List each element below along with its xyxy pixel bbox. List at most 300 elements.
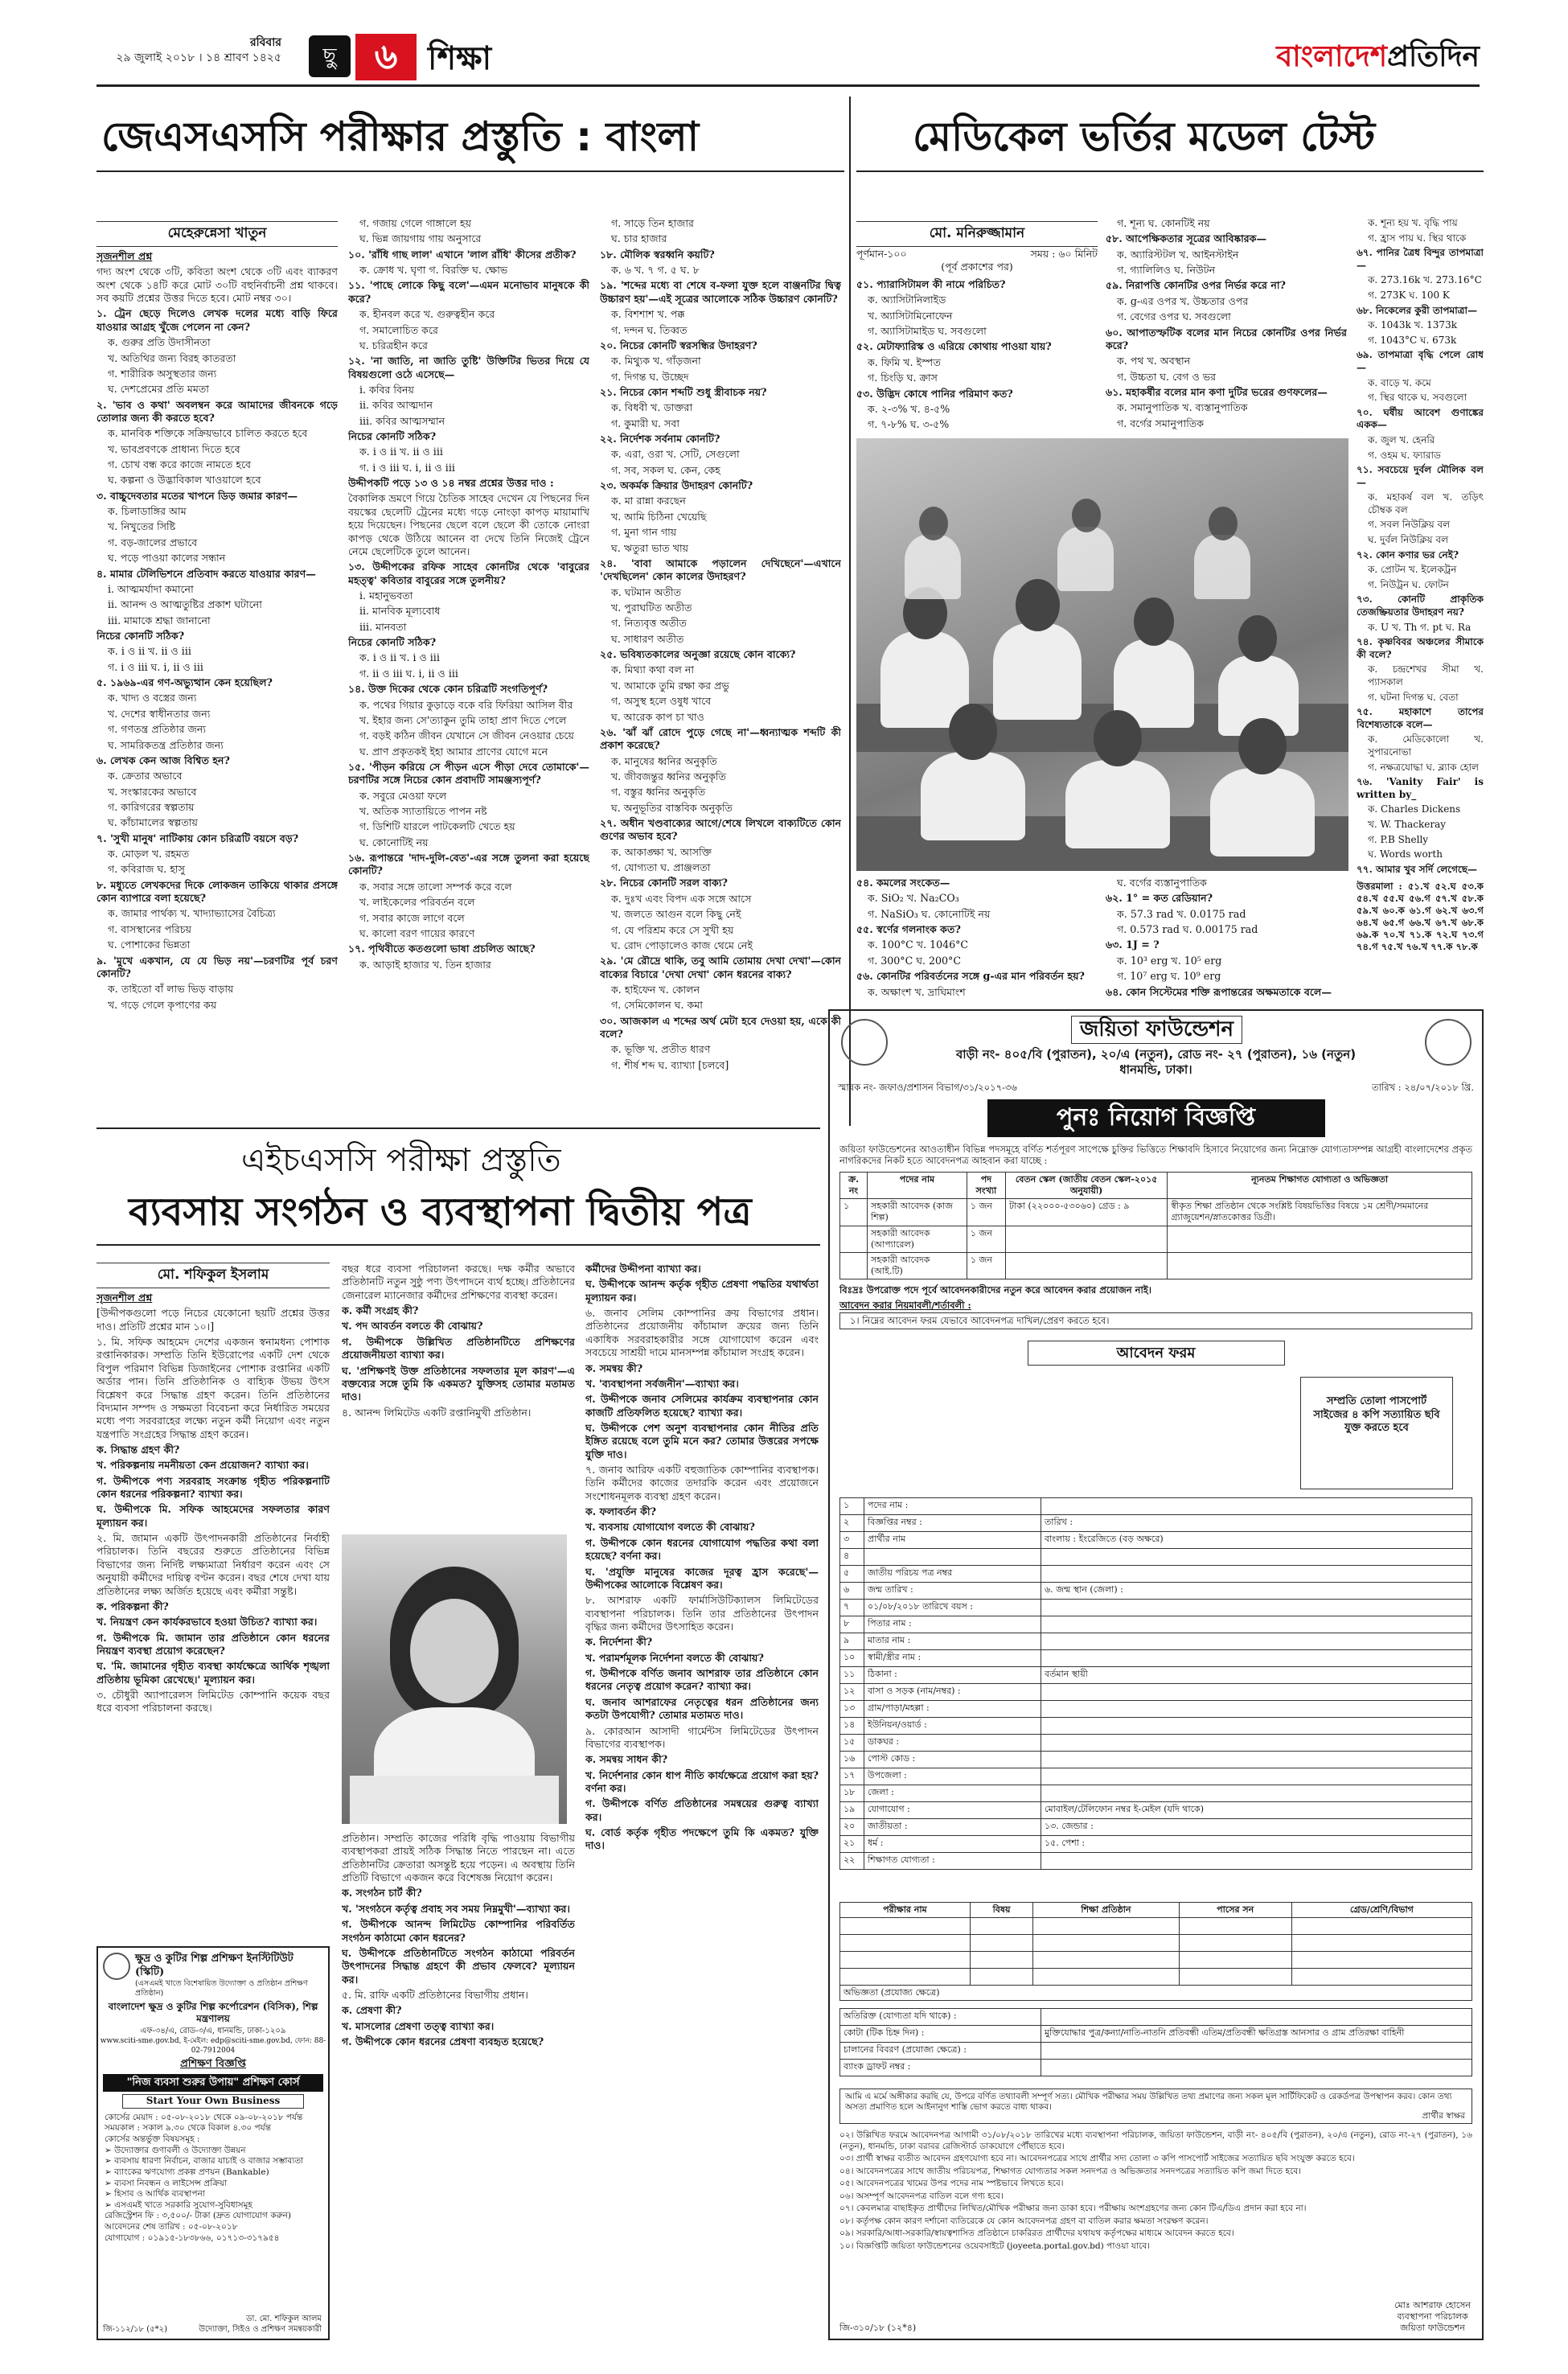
form-row [840, 1600, 1472, 1616]
hsc-top-rule [96, 1127, 820, 1129]
education-header: গ্রেড/শ্রেণি/বিভাগ [1291, 1903, 1472, 1918]
joyeeta-terms-title: আবেদন করার নিয়মাবলী/শর্তাবলী : [839, 1299, 971, 1311]
jsc-option: ক. মানবিক শক্তিকে সক্রিয়ভাবে চালিত করতে হবে [108, 427, 308, 440]
extra-info-table [839, 2008, 1472, 2076]
education-cell[interactable] [1179, 1952, 1291, 1969]
joyeeta-rule: ০২। উল্লিখিত ফরমে আবেদনপত্র আগামী ৩১/০৮/২০১৮ তারিখের মধ্যে ব্যবস্থাপনা পরিচালক, জয়িতা ফাউন্ডেশন, বাড়ী নং- ৪০৫/বি (পুরাতন), ২০/এ (নতুন), রোড নং-২৭ (পুরাতন), ১৬ (নতুন), ধানমন্ডি, ঢাকা বরাবর রেজিস্টার্ড ডাকযোগে পৌঁছাতে হবে। [839, 2130, 1472, 2151]
form-field-value[interactable]: ১৩. জেন্ডার : [1041, 1819, 1472, 1836]
jsc-option: গ. বস্তুর ধ্বনির অনুকৃতি [611, 786, 706, 799]
jsc-option: ঘ. সামরিকতন্ত্র প্রতিষ্ঠার জন্য [108, 738, 224, 751]
jsc-column-2 [348, 217, 589, 1112]
form-row-number: ৪ [840, 1549, 864, 1566]
medical-option: গ. 1043°C ঘ. 673k [1368, 334, 1457, 346]
jsc-question: ৯. 'মুখে একখান, যে যে ভিড় নয়'—চরণটির পূর্ব চরণ কোনটি? [96, 954, 338, 980]
jsc-section-title: সৃজনশীল প্রশ্ন [96, 250, 153, 262]
jsc-option: গ. দিগন্ত ঘ. উচ্ছেদ [611, 370, 689, 383]
jsc-option: ii. আনন্দ ও আত্মতুষ্টির প্রকাশ ঘটানো [108, 598, 262, 611]
hsc-paragraph: ৯. কোরআন আসাদী গার্মেন্টস লিমিটেডের উৎপাদন বিভাগের ব্যবস্থাপক। [585, 1724, 819, 1750]
form-field-label: ডাকঘর : [864, 1735, 1041, 1752]
jsc-article [96, 97, 844, 1118]
posts-table-cell: সহকারী আবেদক (আই.টি) [868, 1252, 967, 1279]
jsc-option: গ. অসুস্থ হলে ওষুধ খাবে [611, 695, 712, 708]
jsc-option: ক. এরা, ওরা খ. সেটি, সেগুলো [611, 448, 740, 461]
education-cell[interactable] [970, 1935, 1033, 1952]
education-cell[interactable] [1179, 1918, 1291, 1935]
form-row-number: ২১ [840, 1836, 864, 1853]
header-date [96, 35, 281, 66]
jsc-option: খ. নিখুতের সিষ্টি [108, 520, 176, 533]
sciti-address: এফ-৩৪/এ, রোড-৩/এ, ধানমন্ডি, ঢাকা-১২০৯ [140, 2027, 286, 2036]
section-title: শিক্ষা [428, 40, 492, 77]
posts-table-cell: সহকারী আবেদক (কাজ শিল্প) [868, 1199, 967, 1226]
sciti-footer-title: উদ্যোক্তা, সিইও ও প্রশিক্ষণ সমন্বয়কারী [199, 2325, 322, 2335]
education-cell[interactable] [1033, 1969, 1179, 1986]
medical-option: ক. মেডিকোলো খ. সুপারনোভা [1368, 733, 1484, 758]
form-field-value[interactable]: বর্তমান স্থায়ী [1041, 1667, 1472, 1684]
hsc-question: ক. নির্দেশনা কী? [585, 1636, 653, 1649]
hsc-question: খ. নির্দেশনার কোন ধাপ নীতি কার্যক্ষেত্রে প্রয়োগ করা হয়? বর্ণনা কর। [585, 1768, 819, 1794]
jsc-option: খ. আমাকে তুমি রক্ষা কর প্রভু [611, 679, 729, 692]
education-cell[interactable] [840, 1969, 971, 1986]
extra-label: চালানের বিবরণ (প্রযোজ্য ক্ষেত্রে) : [840, 2043, 1041, 2060]
joyeeta-address: বাড়ী নং- ৪০৫/বি (পুরাতন), ২০/এ (নতুন), রোড নং- ২৭ (পুরাতন), ১৬ (নতুন) [955, 1047, 1357, 1062]
extra-value[interactable]: মুক্তিযোদ্ধার পুত্র/কন্যা/নাতি-নাতনি প্রতিবন্ধী এতিম/প্রতিবন্ধী ক্ষতিগ্রস্ত আনসার ও গ্রাম প্রতিরক্ষা বাহিনী [1041, 2026, 1472, 2043]
sciti-line: ➢ এসএমই খাতে সরকারি সুযোগ-সুবিধাসমূহ [105, 2199, 252, 2210]
education-cell[interactable] [970, 1969, 1033, 1986]
form-field-value[interactable] [1041, 1718, 1472, 1735]
joyeeta-rule: ০৩। প্রার্থী স্বাক্ষর ব্যতীত আবেদন গ্রহণযোগ্য হবে না। আবেদনপত্রের সাথে প্রার্থীর সদ্য তোলা ৩ কপি পাসপোর্ট সাইজের সত্যায়িত ছবি সংযুক্ত করতে হবে। [839, 2154, 1355, 2164]
medical-option: ক. 57.3 rad খ. 0.0175 rad [1117, 907, 1246, 920]
jsc-option: ক. সবার সঙ্গে তালো সম্পর্ক করে বলে [359, 880, 512, 893]
medical-option: গ. P.B Shelly [1368, 833, 1429, 845]
joyeeta-rule: ০৮। কর্তৃপক্ষ কোন কারণ দর্শানো ব্যতিরেকে যে কোন আবেদনপত্র গ্রহণ বা বাতিল করার ক্ষমতা সংরক্ষণ করেন। [839, 2216, 1209, 2226]
form-field-label [864, 1549, 1041, 1566]
jsc-option: খ. লাইকেলের পরিবর্তন বলে [359, 896, 475, 909]
education-cell[interactable] [1291, 1935, 1472, 1952]
posts-table-header: পদ সংখ্যা [967, 1173, 1005, 1199]
jsc-option: গ. যে পরিশ্রম করে সে সুখী হয় [611, 923, 734, 936]
jsc-question: নিচের কোনটি সঠিক? [348, 430, 437, 443]
medical-option: খ. অ্যাসিটামিনোফেন [868, 309, 953, 322]
form-field-value[interactable] [1041, 1566, 1472, 1583]
jsc-option: ঘ. চরিত্রহীন করে [359, 339, 428, 351]
jsc-option: গ. ডিশিটি যারলে পাটকেলটি খেতে হয় [359, 820, 515, 833]
jsc-option: খ. পুরাঘটিত অতীত [611, 601, 692, 614]
form-field-label: বিজ্ঞপ্তির নম্বর : [864, 1515, 1041, 1532]
form-row [840, 1667, 1472, 1684]
hsc-question: খ. নিয়ন্ত্রণ কেন কার্যকরভাবে হওয়া উচিত? ব্যাখ্যা কর। [96, 1616, 318, 1629]
education-cell[interactable] [970, 1952, 1033, 1969]
jsc-option: গ. কুমারী ঘ. সবা [611, 417, 680, 429]
education-cell[interactable] [1033, 1952, 1179, 1969]
medical-column-1-top [856, 278, 1098, 431]
education-cell[interactable] [840, 1918, 971, 1935]
jsc-question: ২৫. ভবিষ্যতকালের অনুজ্ঞা রয়েছে কোন বাক্যে? [600, 648, 796, 661]
jsc-option: গ. শীর্ষ শব্দ ঘ. ব্যাখ্যা [চলবে] [611, 1058, 729, 1071]
medical-time: সময় : ৬০ মিনিট [1030, 248, 1098, 260]
hsc-column-1 [96, 1289, 330, 1941]
jsc-option: খ. দেশের স্বাধীনতার জন্য [108, 707, 211, 720]
posts-table-cell: সহকারী আবেদক (আপ্যারেল) [868, 1226, 967, 1252]
medical-question: ৬১. মহাকর্ষীর বলের মান কণা দুটির ভরের গুণফলের— [1106, 385, 1328, 398]
jsc-question: ২৯. 'মে রৌদ্রে থাকি, তবু আমি তোমায় দেখা দেখা'—কোন বাক্যের বিচারে 'দেখা দেখা' কোন ধরনের বাক্য? [600, 955, 841, 980]
joyeeta-signer [1394, 2300, 1471, 2334]
extra-label: ব্যাংক ড্রাফট নম্বর : [840, 2060, 1041, 2076]
education-cell[interactable] [1033, 1935, 1179, 1952]
jsc-option: ক. খাদ্য ও বস্ত্রের জন্য [108, 692, 197, 704]
sciti-line: যোগাযোগ : ০১৯১৫-১৮৩৮৬৬, ০১৭১৩-৩১৭৯৫৪ [105, 2232, 280, 2243]
form-field-label: উপজেলা : [864, 1768, 1041, 1785]
form-row [840, 1498, 1472, 1515]
extra-label: কোটা (টিক চিহ্ন দিন) : [840, 2026, 1041, 2043]
header-day: রবিবার [249, 36, 281, 49]
hsc-question: খ. 'সংগঠনে কর্তৃত্ব প্রবাহ সব সময় নিম্নমুখী'—ব্যাখ্যা কর। [342, 1902, 570, 1915]
jsc-option: i. মহানুভবতা [359, 589, 413, 602]
medical-option: ক. অক্ষাংশ খ. দ্রাঘিমাংশ [868, 985, 966, 997]
medical-question: ৫২. মেটাফ্যারিস্ক ও এরিয়ে কোথায় পাওয়া যায়? [856, 340, 1052, 353]
medical-option: ক. g-এর ওপর খ. উচ্চতার ওপর [1117, 294, 1249, 307]
education-row [840, 1952, 1472, 1969]
jsc-option: গ. মুনা গান গায় [611, 526, 677, 539]
sciti-logo-icon [103, 1953, 130, 1980]
form-field-value[interactable] [1041, 1785, 1472, 1802]
jsc-option: ক. আকাঙ্ক্ষা খ. আসক্তি [611, 845, 712, 858]
education-header: শিক্ষা প্রতিষ্ঠান [1033, 1903, 1179, 1918]
joyeeta-posts-table [839, 1172, 1472, 1279]
education-row [840, 1935, 1472, 1952]
medical-option: গ. গ্যালিলিও ঘ. নিউটন [1117, 264, 1216, 277]
form-field-value[interactable] [1041, 1735, 1472, 1752]
posts-table-row [840, 1252, 1472, 1279]
jsc-option: গ. দন্দন ঘ. তিব্বত [611, 323, 688, 336]
form-field-value[interactable] [1041, 1616, 1472, 1633]
hsc-question: কর্মীদের উদ্দীপনা ব্যাখ্যা কর। [585, 1263, 701, 1275]
medical-option: গ. চিংড়ি ঘ. ক্রাস [868, 372, 938, 384]
medical-question: ৫৯. নিরাপত্তি কোনটির ওপর নির্ভর করে না? [1106, 279, 1286, 292]
form-row-number: ১৭ [840, 1768, 864, 1785]
jsc-option: খ. সংস্কারকের অভাবে [108, 785, 197, 798]
jsc-option: গ. i ও iii ঘ. i, ii ও iii [108, 660, 203, 673]
signer-name: মোঃ আশরাফ হোসেন [1394, 2299, 1471, 2310]
jsc-question: ১৮. মৌলিক স্বরধ্বনি কয়টি? [600, 248, 715, 261]
jsc-option: ঘ. ঋতুরা ভাত খায় [611, 541, 689, 554]
jsc-option: খ. অতিক স্যাতায়িতে পাপন নষ্ট [359, 805, 487, 818]
hsc-question: গ. উদ্দীপকে কোন ধরনের যোগাযোগ পদ্ধতির কথা বলা হয়েছে? বর্ণনা কর। [585, 1536, 819, 1563]
joyeeta-memo: স্মারক নং- জফাও/প্রশাসন বিভাগ/৩১/২০১৭-৩৬ [838, 1081, 1017, 1093]
medical-question: ৬৭. পানির ত্রৈধ বিন্দুর তাপমাত্রা— [1357, 247, 1484, 271]
joyeeta-logo-icon [1425, 1019, 1472, 1066]
form-field-value[interactable] [1041, 1853, 1472, 1870]
form-field-value[interactable] [1041, 1549, 1472, 1566]
posts-table-row [840, 1226, 1472, 1252]
jsc-option: খ. ভাবপ্রবণকে প্রাধান্য দিতে হবে [108, 442, 240, 455]
jsc-option: গ. ii ও iii ঘ. i, ii ও iii [359, 667, 458, 680]
jsc-divider [849, 97, 851, 1126]
jsc-option: ঘ. সাধারণ অতীত [611, 632, 684, 645]
form-field-label: ইউনিয়ন/ওয়ার্ড : [864, 1718, 1041, 1735]
jsc-option: গ. চোখ বন্ধ করে কাজে নামতে হবে [108, 458, 252, 471]
extra-value[interactable] [1041, 2043, 1472, 2060]
hsc-column-2-after-photo [342, 1832, 575, 2335]
form-row-number: ৬ [840, 1583, 864, 1600]
medical-option: খ. W. Thackeray [1368, 818, 1447, 830]
form-row-number: ১২ [840, 1684, 864, 1701]
jsc-option: ক. বিধবী খ. ডাক্তরা [611, 401, 693, 414]
form-field-value[interactable] [1041, 1650, 1472, 1667]
hsc-paragraph: ৫. মি. রাফি একটি প্রতিষ্ঠানের বিভাগীয় প্রধান। [342, 1988, 528, 2001]
page-number: ৬ [355, 34, 417, 80]
form-field-value[interactable] [1041, 1752, 1472, 1768]
hsc-student-photo [342, 1534, 567, 1824]
form-row [840, 1583, 1472, 1600]
jsc-option: গ. শারীরিক অসুস্থতার জন্য [108, 367, 217, 380]
joyeeta-rule: ০৭। কেবলমাত্র বাছাইকৃত প্রার্থীদের লিখিত/মৌখিক পরীক্ষার জন্য ডাকা হবে। পরীক্ষায় অংশগ্রহণের জন্য কোন টিএ/ডিএ প্রদান করা হবে না। [839, 2204, 1307, 2214]
medical-question: ৫৫. স্বর্ণের গলনাংক কত? [856, 923, 961, 936]
medical-question: ৬৪. কোন সিস্টেমের শক্তি রূপান্তরের অক্ষমতাকে বলে— [1106, 985, 1332, 997]
form-field-value[interactable]: ১৫. পেশা : [1041, 1836, 1472, 1853]
sciti-line: কোর্সের মেয়াদ : ০৫-০৮-২০১৮ থেকে ০৯-০৮-২০১৮ পর্যন্ত [105, 2112, 303, 2122]
extra-row [840, 2026, 1472, 2043]
jsc-option: গ. বড়ই কঠিন জীবন যেখানে সে জীবন নেওয়ার চেয়ে [359, 729, 574, 742]
form-row [840, 1819, 1472, 1836]
jsc-option: খ. জলতে আগুন বলে কিছু নেই [611, 908, 741, 921]
jsc-option: ক. মিথ্যুক খ. গাঁড়জনা [611, 355, 701, 368]
jsc-option: ক. মোড়ল খ. রহমত [108, 848, 190, 860]
jsc-question: ৩. বাচ্চুদেবতার মতের খাপনে ডিড় জমার কারণ— [96, 489, 298, 502]
jsc-option: গ. সব, সকল ঘ. কেন, কেহ [611, 463, 720, 476]
medical-column-3 [1357, 217, 1484, 877]
education-cell[interactable] [1291, 1952, 1472, 1969]
medical-article [856, 97, 1484, 997]
form-row [840, 1515, 1472, 1532]
medical-option: ক. জুল খ. হেনরি [1368, 433, 1435, 446]
sciti-web: www.sciti-sme.gov.bd, ই-মেইল: edp@sciti-sme.gov.bd, ফোন: 88-02-7912004 [100, 2037, 326, 2055]
medical-option: ক. 1043k খ. 1373k [1368, 319, 1457, 331]
signer-title: ব্যবস্থাপনা পরিচালক [1397, 2310, 1468, 2322]
education-header: পরীক্ষার নাম [840, 1903, 971, 1918]
jsc-option: ক. বিশশাশ খ. পক্ক [611, 308, 685, 321]
jsc-question: ১৯. 'শব্দের মধ্যে বা শেষে ব-ফলা যুক্ত হলে বাঞ্জনটির দ্বিত্ব উচ্চারণ হয়'—এই সূত্রের আলোকে সঠিক উচ্চারণ কোনটি? [600, 279, 841, 305]
form-field-label: স্বামী/স্ত্রীর নাম : [864, 1650, 1041, 1667]
bangladesh-seal-icon [841, 1019, 888, 1066]
medical-option: ক. 273.16k খ. 273.16°C [1368, 274, 1482, 286]
jsc-question: ৬. লেখক কেন আজ বিশ্বিত হন? [96, 754, 230, 766]
medical-question: ৬০. আপাতস্ফটিক বলের মান নিচের কোনটির ওপর নির্ভর করে? [1106, 326, 1347, 351]
hsc-question: খ. মাসলোর প্রেষণা তত্ত্ব ব্যাখ্যা কর। [342, 2019, 495, 2032]
joyeeta-org-name: জয়িতা ফাউন্ডেশন [1071, 1016, 1242, 1044]
jsc-column-3 [600, 217, 841, 1112]
jsc-paragraph: বৈকালিক ভ্রমণে গিয়ে চৈতিক সাহেব দেখেন যে পিছনের দিন বয়স্কের ছেলেটি ট্রেনের মধ্যে গড়ে নোংড়া কাপড় মায়ামাখি হয়ে দিয়েছেন। পিছনের ছেলে বলে ছেলে কী তোকে নোংরা কাপড় থেকে উঠিয়ে আনেন বা দেখে তিনি নিজেই ট্রেনে নেমে ছেলেটিকে তুলে আনেন। [348, 492, 589, 557]
jsc-option: iii. মামাকে শ্রদ্ধা জানানো [108, 614, 211, 626]
jsc-question: ৮. মধ্যুতে লেখকদের দিকে লোকজন তাকিয়ে থাকার প্রসঙ্গে কোন ব্যাপারে বলা হয়েছে? [96, 878, 338, 905]
sciti-ministry: বাংলাদেশ ক্ষুদ্র ও কুটির শিল্প কর্পোরেশন (বিসিক), শিল্প মন্ত্রণালয় [108, 2000, 318, 2024]
form-row-number: ১৮ [840, 1785, 864, 1802]
hsc-question: গ. উদ্দীপকে আনন্দ লিমিটেড কোম্পানির পরিবর্তিত সংগঠন কাঠামো কোন ধরনের? [342, 1918, 575, 1944]
hsc-headline: ব্যবসায় সংগঠন ও ব্যবস্থাপনা দ্বিতীয় পত্র [96, 1181, 820, 1245]
medical-option: গ. স্থির থাকে ঘ. সবগুলো [1368, 392, 1467, 404]
hsc-question: ঘ. 'প্রশিক্ষণই উক্ত প্রতিষ্ঠানের সফলতার মূল কারণ'—এ বক্তব্যের সঙ্গে তুমি কি একমত? যুক্তিসহ তোমার মতামত দাও। [342, 1364, 575, 1403]
posts-table-cell [840, 1252, 868, 1279]
sciti-line: ➢ ব্যবসা নিবন্ধন ও লাইসেন্স প্রক্রিয়া [105, 2178, 228, 2188]
form-field-label: পদের নাম : [864, 1498, 1041, 1515]
jsc-question: ২৪. 'বাবা আমাকে পড়ালেন দেখিছেনে'—এখানে 'দেখছিলেন' কোন কালের উদাহরণ? [600, 557, 841, 583]
jsc-option: খ. গড়ে গেলে কৃপাণের কয় [108, 998, 217, 1011]
hsc-question: খ. পরামর্শমূলক নির্দেশনা বলতে কী বোঝায়? [585, 1651, 764, 1664]
jsc-option: ii. কবির আত্মদান [359, 399, 433, 412]
hsc-paragraph: ১. মি. সফিক আহমেদ দেশের একজন স্বনামধন্য পোশাক রপ্তানিকারক। সম্প্রতি তিনি ইউরোপের একটি দেশ থেকে বিপুল পরিমাণ বিভিন্ন ডিজাইনের পোশাক রপ্তানির একটি অর্ডার পান। তিনি প্রতিষ্ঠানিক ও বাহ্যিক উভয় উৎস বিশ্লেষণ করে সিদ্ধান্ত গ্রহণ করেন। তিনি প্রতিষ্ঠানের বিদ্যমান সম্পদ ও সক্ষমতা বিবেচনা করে নির্ধারিত সময়ের মধ্যে পণ্য সরবরাহের লক্ষ্যে নতুন কর্মী নিয়োগ এবং নতুন যন্ত্রপাতি সংগ্রহের সিদ্ধান্ত গ্রহণ করেন। [96, 1336, 330, 1440]
form-field-value[interactable] [1041, 1768, 1472, 1785]
jsc-option: গ. কবিরাজ ঘ. হাসু [108, 863, 185, 876]
jsc-question: ১১. 'পাছে লোকে কিছু বলে'—এমন মনোভাব মানুষকে কী করে? [348, 279, 589, 305]
extra-value[interactable] [1041, 2009, 1472, 2026]
medical-option: ক. পথ খ. অবস্থান [1117, 355, 1191, 368]
medical-option: গ. অ্যাসিটামাইড ঘ. সবগুলো [868, 325, 987, 338]
jsc-column-1 [96, 248, 338, 1112]
education-cell[interactable] [1291, 1969, 1472, 1986]
form-field-value[interactable] [1041, 1633, 1472, 1650]
form-row-number: ৫ [840, 1566, 864, 1583]
medical-option: গ. নিউট্রন ঘ. ফোটন [1368, 578, 1449, 590]
answers-text: ৫১.খ ৫২.ঘ ৫৩.ক ৫৪.খ ৫৫.ঘ ৫৬.গ ৫৭.খ ৫৮.ক ৫৯.খ ৬০.ক ৬১.গ ৬২.খ ৬৩.গ ৬৪.খ ৬৫.গ ৬৬.খ ৬৭.খ ৬৮.ক ৬৯.ক ৭০.খ ৭১.ক ৭২.ঘ ৭৩.গ ৭৪.গ ৭৫.খ ৭৬.খ ৭৭.ক ৭৮.ক [1357, 881, 1484, 953]
jsc-question: ২৩. অকর্মক ক্রিয়ার উদাহরণ কোনটি? [600, 479, 753, 492]
jsc-paragraph: গদ্য অংশ থেকে ৩টি, কবিতা অংশ থেকে ৩টি এবং ব্যাকরণ অংশ থেকে ১৪টি করে মোট ৩০টি বহুনির্বাচনী প্রশ্ন থাকবে। সব কয়টি প্রশ্নের উত্তর দিতে হবে। মোট নম্বর ৩০। [96, 265, 338, 305]
jsc-question: ২৬. 'ঝাঁ ঝাঁ রোদে পুড়ে গেছে না'—ধ্বন্যাত্মক শব্দটি কী প্রকাশ করেছে? [600, 725, 841, 752]
form-field-value[interactable]: মোবাইল/টেলিফোন নম্বর ই-মেইল (যদি থাকে) [1041, 1802, 1472, 1819]
jsc-question: ১৫. 'পীড়ন করিয়ে সে পীড়ন এসে পীড়া দেবে তোমাকে'—চরণটির সঙ্গে নিচের কোন প্রবাদটি সামঞ্জস্যপূর্ণ? [348, 760, 589, 787]
form-row [840, 1802, 1472, 1819]
form-field-value[interactable] [1041, 1498, 1472, 1515]
medical-option: গ. NaSiO₃ ঘ. কোনোটিই নয় [868, 907, 991, 920]
education-header: বিষয় [970, 1903, 1033, 1918]
brand-part1: বাংলাদেশ [1276, 40, 1388, 73]
medical-option: ক. ২-৩% খ. ৪-৫% [868, 402, 950, 415]
hsc-question: খ. পরিকল্পনায় নমনীয়তা কেন প্রয়োজন? ব্যাখ্যা কর। [96, 1459, 309, 1472]
form-row-number: ১১ [840, 1667, 864, 1684]
posts-table-header: ন্যূনতম শিক্ষাগত যোগ্যতা ও অভিজ্ঞতা [1168, 1173, 1472, 1199]
medical-option: ক. মহাকর্ষ বল খ. তড়িৎ চৌম্বক বল [1368, 491, 1484, 515]
form-field-label: ঠিকানা : [864, 1667, 1041, 1684]
hsc-kicker: এইচএসসি পরীক্ষা প্রস্তুতি [241, 1142, 561, 1179]
form-row [840, 1684, 1472, 1701]
experience-row[interactable]: অভিজ্ঞতা (প্রযোজ্য ক্ষেত্রে) [840, 1986, 1472, 2001]
jsc-option: ক. দুঃখ এবং বিপদ এক সঙ্গে আসে [611, 892, 752, 905]
hsc-paragraph: ৬. জনাব সেলিম কোম্পানির ক্রয় বিভাগের প্রধান। প্রতিষ্ঠানের প্রয়োজনীয় কাঁচামাল ক্রয়ের জন্য তিনি একাধিক সরবরাহকারীর সঙ্গে যোগাযোগ করেন এবং সবচেয়ে সাশ্রয়ী দামে মানসম্পন্ন কাঁচামাল সংগ্রহ করেন। [585, 1307, 819, 1359]
education-cell[interactable] [1033, 1918, 1179, 1935]
medical-question: ৭৪. কৃষ্ণবিবর অঞ্চলের সীমাকে কী বলে? [1357, 636, 1484, 660]
jsc-option: ক. i ও ii খ. ii ও iii [108, 645, 191, 658]
jsc-option: ক. ঘটমান অতীত [611, 585, 682, 598]
form-row-number: ১০ [840, 1650, 864, 1667]
form-row [840, 1752, 1472, 1768]
joyeeta-date: তারিখ : ২৪/০৭/২০১৮ খ্রি. [1372, 1081, 1474, 1093]
answers-label: উত্তরমালা : [1357, 881, 1402, 892]
jsc-option: ক. সবুরে মেওয়া ফলে [359, 789, 447, 802]
jsc-question: ৪. মামার টেলিভিশনে প্রতিবাদ করতে যাওয়ার কারণ— [96, 567, 316, 580]
hsc-question: ঘ. জনাব আশরাফের নেতৃত্বের ধরন প্রতিষ্ঠানের জন্য কতটা উপযোগী? তোমার মতামত দাও। [585, 1695, 819, 1722]
form-row [840, 1616, 1472, 1633]
jsc-question: ৫. ১৯৬৯-এর গণ-অভ্যুত্থান কেন হয়েছিল? [96, 676, 273, 689]
hsc-column-3 [585, 1263, 819, 2335]
jsc-option: ক. হাইফেন খ. কোলন [611, 983, 700, 996]
form-field-value[interactable] [1041, 1600, 1472, 1616]
hsc-question: ঘ. 'মি. জামানের গৃহীত ব্যবস্থা কার্যক্ষেত্রে আর্থিক শৃঙ্খলা প্রতিষ্ঠায় ভূমিকা রেখেছে।' মূল্যায়ন কর। [96, 1660, 330, 1686]
form-field-value[interactable] [1041, 1684, 1472, 1701]
jsc-option: ক. মিথ্যা কথা বল না [611, 663, 695, 676]
form-row [840, 1532, 1472, 1549]
jsc-option: গ. বাসস্থানের পরিচয় [108, 922, 192, 935]
extra-value[interactable] [1041, 2060, 1472, 2076]
jsc-question: ১. ট্রেন ছেড়ে দিলেও লেখক দলের মধ্যে বাড়ি ফিরে যাওয়ার আগ্রহ খুঁজে পেলেন না কেন? [96, 307, 338, 333]
hsc-question: গ. উদ্দীপকে বর্ণিত জনাব আশরাফ তার প্রতিষ্ঠানে কোন ধরনের নেতৃত্ব প্রয়োগ করেন? ব্যাখ্যা কর। [585, 1667, 819, 1693]
education-cell[interactable] [1179, 1935, 1291, 1952]
hsc-column-2 [342, 1263, 575, 1528]
posts-table-cell: ১ [840, 1199, 868, 1226]
section-logo-icon: ছু [309, 35, 351, 77]
hsc-paragraph: প্রতিষ্ঠান। সম্প্রতি কাজের পরিধি বৃদ্ধি পাওয়ায় বিভাগীয় ব্যবস্থাপকরা প্রায়ই সঠিক সিদ্ধান্ত নিতে পারছেন না। এতে প্রতিষ্ঠানটির ক্রেতারা অসন্তুষ্ট হয়ে পড়েন। এ অবস্থায় তিনি প্রতিটি বিভাগে একজন করে বিশেষজ্ঞ নিয়োগ করেন। [342, 1832, 575, 1884]
jsc-option: ক. ক্রেতার অভাবে [108, 770, 183, 782]
education-cell[interactable] [1291, 1918, 1472, 1935]
medical-option: গ. সবল নিউক্লিয় বল [1368, 519, 1451, 531]
hsc-paragraph: বছর ধরে ব্যবসা পরিচালনা করছে। দক্ষ কর্মীর অভাবে প্রতিষ্ঠানটি নতুন সুষ্ঠু পণ্য উৎপাদনে ব্যর্থ হচ্ছে। প্রতিষ্ঠানের জেনারেল ম্যানেজার কর্মীদের প্রশিক্ষণের ব্যবস্থা করেন। [342, 1263, 575, 1301]
hsc-question: ঘ. উদ্দীপকে আনন্দ কর্তৃক গৃহীত প্রেষণা পদ্ধতির যথার্থতা মূল্যায়ন কর। [585, 1278, 819, 1304]
form-field-label: জাতীয় পরিচয় পত্র নম্বর [864, 1566, 1041, 1583]
form-row-number: ১৩ [840, 1701, 864, 1718]
hsc-question: ক. সংগঠন চার্ট কী? [342, 1887, 422, 1900]
medical-question: ৬২. 1° = কত রেডিয়ান? [1106, 892, 1213, 905]
form-field-value[interactable]: বাংলায় : ইংরেজিতে (বড় অক্ষরে) [1041, 1532, 1472, 1549]
posts-table-cell: ১ জন [967, 1199, 1005, 1226]
medical-option: গ. হ্রাস পায় ঘ. স্থির থাকে [1368, 232, 1467, 244]
medical-question: ৫৮. আপেক্ষিকতার সূত্রের আবিষ্কারক— [1106, 232, 1267, 245]
posts-table-row [840, 1199, 1472, 1226]
form-field-value[interactable]: ৬. জন্ম স্থান (জেলা) : [1041, 1583, 1472, 1600]
form-photo-box: সম্প্রতি তোলা পাসপোর্ট সাইজের ৪ কপি সত্যায়িত ছবি যুক্ত করতে হবে [1300, 1377, 1453, 1489]
education-table [839, 1902, 1472, 2001]
medical-question: ৭৭. আমার খুব সর্দি লেগেছে— [1357, 863, 1478, 875]
medical-option: ক. প্রোটন খ. ইলেকট্রন [1368, 564, 1457, 576]
hsc-question: গ. উদ্দীপকে কোন ধরনের প্রেষণা ব্যবহৃত হয়েছে? [342, 2035, 544, 2048]
form-field-label: পোস্ট কোড : [864, 1752, 1041, 1768]
education-cell[interactable] [970, 1918, 1033, 1935]
hsc-section-title: সৃজনশীল প্রশ্ন [96, 1292, 153, 1304]
medical-question: ৭৩. কোনটি প্রাকৃতিক তেজষ্ক্রিয়তার উদাহরণ নয়? [1357, 594, 1484, 618]
medical-question: ৬৯. তাপমাত্রা বৃদ্ধি পেলে রোধ— [1357, 349, 1484, 373]
sciti-training-ad [96, 1946, 330, 2340]
form-row [840, 1549, 1472, 1566]
hsc-paragraph: [উদ্দীপকগুলো পড়ে নিচের যেকোনো ছয়টি প্রশ্নের উত্তর দাও। প্রতিটি প্রশ্নের মান ১০।] [96, 1307, 330, 1333]
sciti-ref: জি-১১২/১৮ (৫*২) [103, 2325, 167, 2335]
sciti-line: কোর্সের অন্তর্ভুক্ত বিষয়সমূহ : [105, 2134, 200, 2144]
joyeeta-rule: ০৪। আবেদনপত্রের সাথে জাতীয় পরিচয়পত্র, শিক্ষাগত যোগ্যতার সকল সনদপত্র ও অভিজ্ঞতার সনদপত্রের সত্যায়িত কপি জমা দিতে হবে। [839, 2166, 1302, 2176]
medical-question: ৭২. কোন কণার ভর নেই? [1357, 548, 1459, 561]
jsc-option: গ. সমালোচিত করে [359, 323, 438, 336]
form-row-number: ৩ [840, 1532, 864, 1549]
form-field-value[interactable]: তারিখ : [1041, 1515, 1472, 1532]
education-cell[interactable] [1179, 1969, 1291, 1986]
hsc-paragraph: ৪. আনন্দ লিমিটেড একটি রপ্তানিমুখী প্রতিষ্ঠান। [342, 1406, 532, 1419]
education-cell[interactable] [840, 1952, 971, 1969]
education-row [840, 1918, 1472, 1935]
medical-question: ৭০. ঘর্ষীয় আবেশ গুণাঙ্কের একক— [1357, 406, 1484, 431]
jsc-option: ক. i ও ii খ. ii ও iii [359, 446, 443, 458]
form-field-value[interactable] [1041, 1701, 1472, 1718]
hsc-author: মো. শফিকুল ইসলাম [96, 1263, 330, 1288]
education-cell[interactable] [840, 1935, 971, 1952]
jsc-option: গ. বড়-জালের প্রভাবে [108, 536, 198, 548]
jsc-question: ১২. 'না জাতি, না জাতি তুষ্টি' উক্তিটির ভিতর দিয়ে যে বিষয়গুলো ওঠে এসেছে— [348, 355, 589, 380]
form-row-number: ৯ [840, 1633, 864, 1650]
sciti-line: ➢ ব্যাংকের ঋণযোগ্য প্রকল্প প্রণয়ন (Bankable) [105, 2167, 269, 2177]
